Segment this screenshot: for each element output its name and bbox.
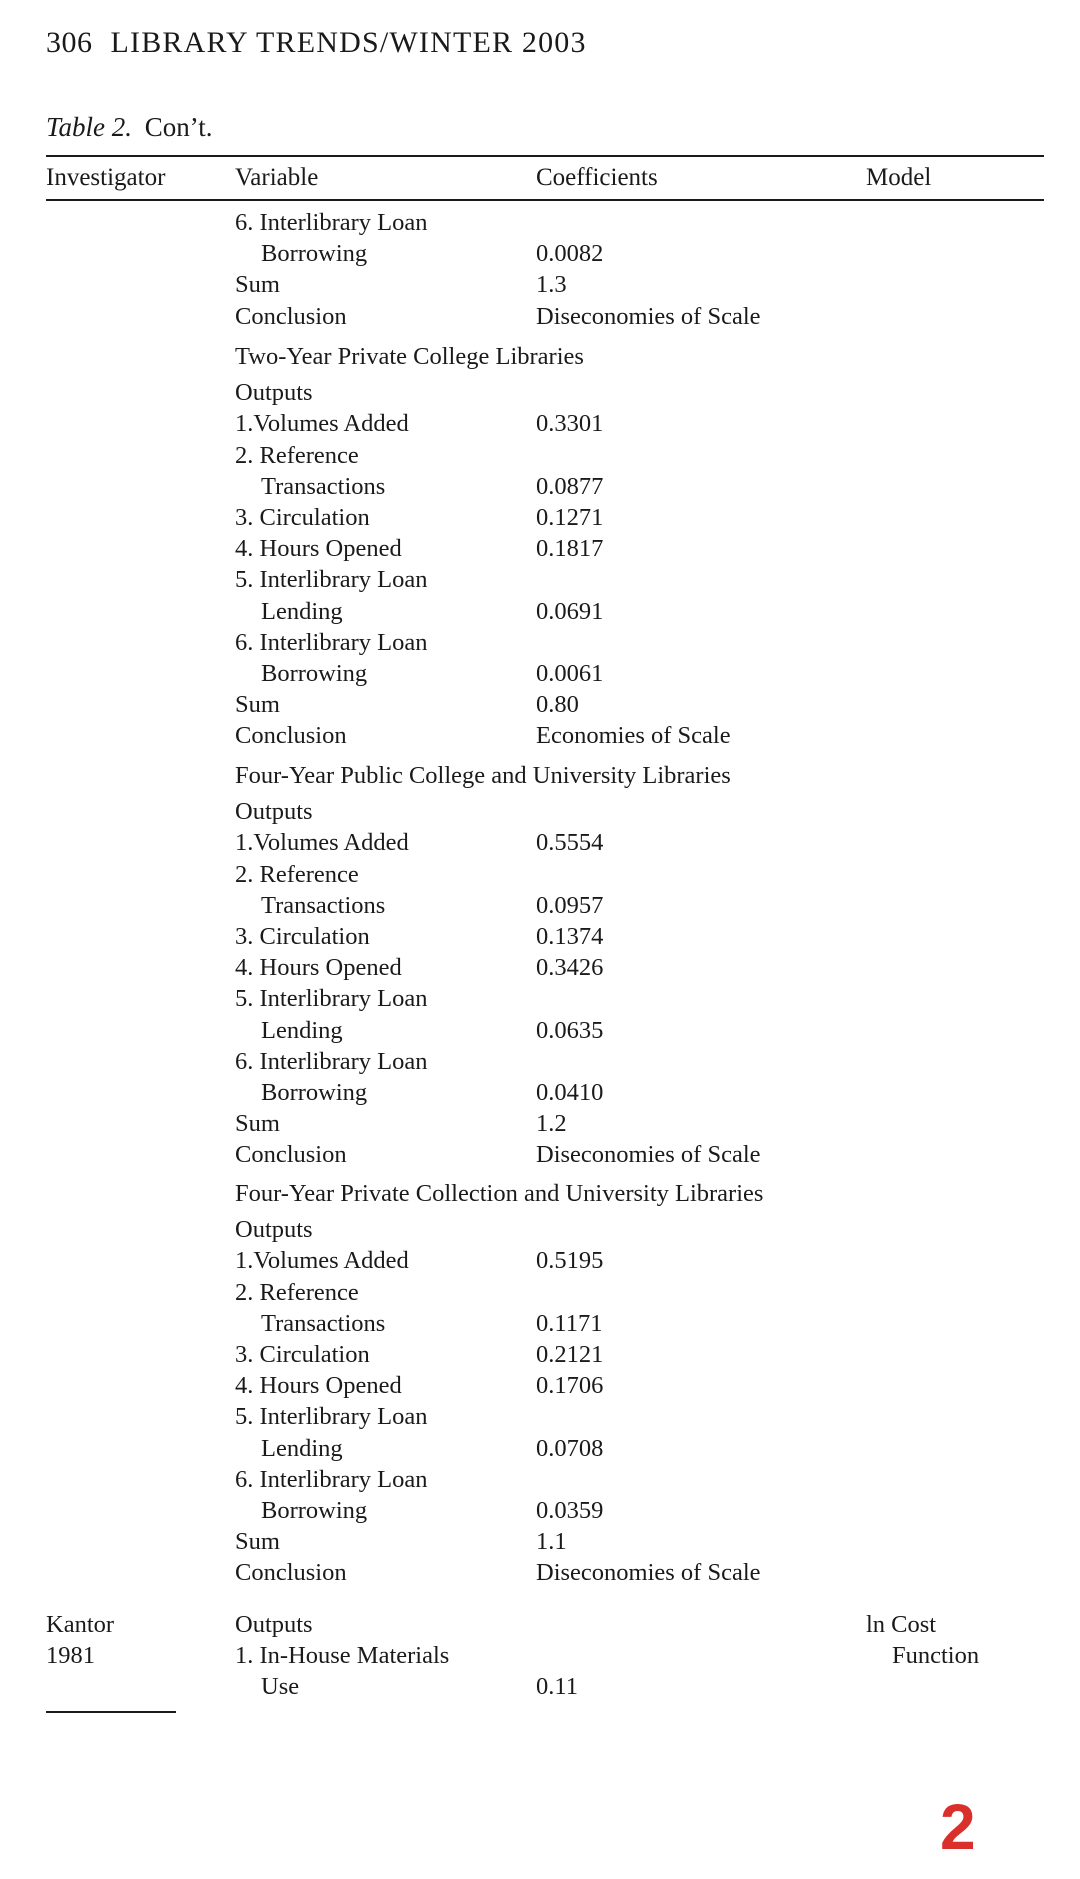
footnote-rule — [46, 1711, 176, 1713]
variable-cell: 2. Reference — [235, 1279, 359, 1306]
coefficient-cell: Economies of Scale — [536, 722, 731, 749]
coefficient-cell: 0.1374 — [536, 923, 604, 950]
coefficient-cell: 0.1706 — [536, 1372, 604, 1399]
variable-cell: Borrowing — [261, 240, 368, 267]
coefficient-cell: 0.5554 — [536, 829, 604, 856]
coefficient-cell: 1.2 — [536, 1110, 567, 1137]
header-investigator: Investigator — [46, 164, 166, 191]
section-title: Four-Year Private Collection and University Libraries — [235, 1180, 764, 1207]
coefficient-cell: 0.0082 — [536, 240, 604, 267]
variable-cell: 1.Volumes Added — [235, 410, 409, 437]
coefficient-cell: 0.1817 — [536, 535, 604, 562]
coefficient-cell: 1.3 — [536, 271, 567, 298]
table-continued: Con’t. — [144, 112, 213, 142]
coefficient-cell: 0.11 — [536, 1673, 578, 1700]
coefficient-cell: 0.0877 — [536, 473, 604, 500]
section-title: Two-Year Private College Libraries — [235, 343, 584, 370]
coefficient-cell: 0.2121 — [536, 1341, 604, 1368]
variable-cell: Sum — [235, 1110, 280, 1137]
variable-cell: Outputs — [235, 798, 313, 825]
coefficient-cell: 0.0359 — [536, 1497, 604, 1524]
header-variable: Variable — [235, 164, 319, 191]
variable-cell: Transactions — [261, 473, 386, 500]
variable-cell: 3. Circulation — [235, 1341, 370, 1368]
coefficient-cell: Diseconomies of Scale — [536, 303, 761, 330]
variable-cell: 1. In-House Materials — [235, 1642, 450, 1669]
model-line-1: ln Cost — [866, 1611, 937, 1638]
variable-cell: 4. Hours Opened — [235, 954, 402, 981]
variable-cell: 1.Volumes Added — [235, 829, 409, 856]
header-model: Model — [866, 164, 932, 191]
variable-cell: Transactions — [261, 892, 386, 919]
variable-cell: Sum — [235, 271, 280, 298]
variable-cell: 6. Interlibrary Loan — [235, 629, 428, 656]
table-label: Table 2. — [46, 112, 133, 142]
coefficient-cell: 0.1171 — [536, 1310, 603, 1337]
coefficient-cell: 0.0410 — [536, 1079, 604, 1106]
variable-cell: Lending — [261, 1435, 343, 1462]
variable-cell: Use — [261, 1673, 300, 1700]
coefficient-cell: 0.80 — [536, 691, 579, 718]
header-coefficients: Coefficients — [536, 164, 658, 191]
variable-cell: Lending — [261, 598, 343, 625]
section-title: Four-Year Public College and University Libraries — [235, 762, 731, 789]
variable-cell: Conclusion — [235, 1141, 347, 1168]
corner-page-mark: 2 — [940, 1791, 976, 1863]
variable-cell: 6. Interlibrary Loan — [235, 1048, 428, 1075]
journal-title: LIBRARY TRENDS/WINTER 2003 — [110, 26, 587, 59]
table-top-rule — [46, 155, 1044, 157]
table-header-rule — [46, 199, 1044, 201]
coefficient-cell: 0.0061 — [536, 660, 604, 687]
coefficient-cell: 0.0691 — [536, 598, 604, 625]
variable-cell: 3. Circulation — [235, 923, 370, 950]
table-caption — [46, 112, 213, 143]
coefficient-cell: 0.0957 — [536, 892, 604, 919]
variable-cell: 3. Circulation — [235, 504, 370, 531]
variable-cell: Sum — [235, 1528, 280, 1555]
variable-cell: 6. Interlibrary Loan — [235, 209, 428, 236]
investigator-year: 1981 — [46, 1642, 95, 1669]
coefficient-cell: 0.0635 — [536, 1017, 604, 1044]
variable-cell: Lending — [261, 1017, 343, 1044]
running-head — [46, 26, 587, 60]
variable-cell: Borrowing — [261, 1497, 368, 1524]
variable-cell: 6. Interlibrary Loan — [235, 1466, 428, 1493]
variable-cell: Conclusion — [235, 1559, 347, 1586]
variable-cell: Outputs — [235, 379, 313, 406]
coefficient-cell: 1.1 — [536, 1528, 567, 1555]
variable-cell: 2. Reference — [235, 442, 359, 469]
coefficient-cell: 0.3426 — [536, 954, 604, 981]
coefficient-cell: Diseconomies of Scale — [536, 1141, 761, 1168]
coefficient-cell: Diseconomies of Scale — [536, 1559, 761, 1586]
variable-cell: 1.Volumes Added — [235, 1247, 409, 1274]
variable-cell: Conclusion — [235, 303, 347, 330]
page-number: 306 — [46, 26, 93, 59]
variable-cell: Borrowing — [261, 660, 368, 687]
variable-cell: 5. Interlibrary Loan — [235, 985, 428, 1012]
variable-cell: Sum — [235, 691, 280, 718]
variable-cell: Outputs — [235, 1216, 313, 1243]
model-line-2: Function — [892, 1642, 980, 1669]
coefficient-cell: 0.1271 — [536, 504, 604, 531]
variable-cell: 4. Hours Opened — [235, 535, 402, 562]
variable-cell: Outputs — [235, 1611, 313, 1638]
variable-cell: Borrowing — [261, 1079, 368, 1106]
investigator-name: Kantor — [46, 1611, 115, 1638]
variable-cell: 4. Hours Opened — [235, 1372, 402, 1399]
variable-cell: Conclusion — [235, 722, 347, 749]
variable-cell: 2. Reference — [235, 861, 359, 888]
variable-cell: Transactions — [261, 1310, 386, 1337]
coefficient-cell: 0.5195 — [536, 1247, 604, 1274]
coefficient-cell: 0.3301 — [536, 410, 604, 437]
variable-cell: 5. Interlibrary Loan — [235, 1403, 428, 1430]
variable-cell: 5. Interlibrary Loan — [235, 566, 428, 593]
coefficient-cell: 0.0708 — [536, 1435, 604, 1462]
